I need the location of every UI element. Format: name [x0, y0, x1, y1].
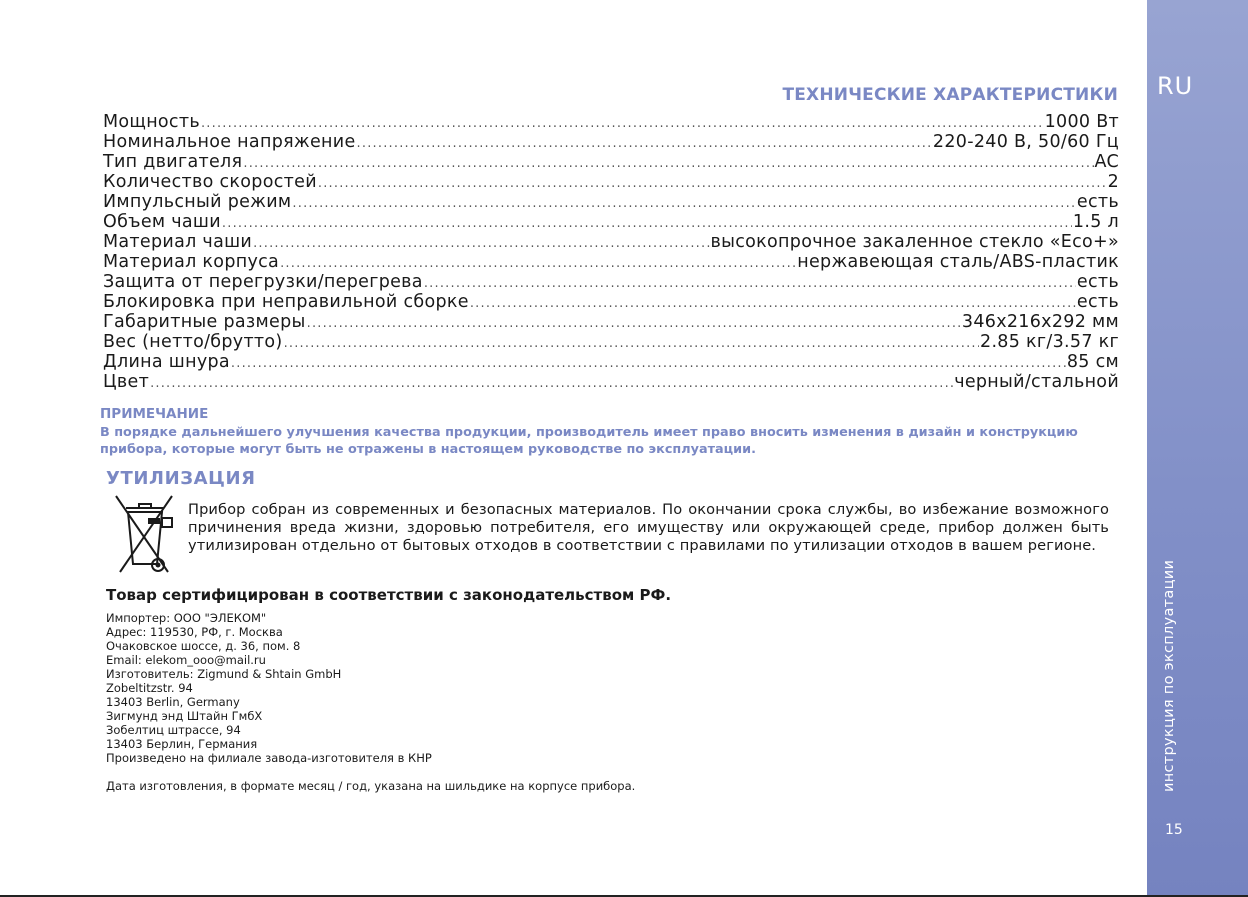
spec-row	[103, 352, 1119, 372]
leader-dots	[222, 216, 1072, 231]
info-line: Email: elekom_ooo@mail.ru	[106, 653, 266, 667]
manual-vertical-title: инструкция по эксплуатации	[1161, 559, 1177, 792]
leader-dots	[284, 336, 979, 351]
leader-dots	[357, 136, 932, 151]
info-line: Адрес: 119530, РФ, г. Москва	[106, 625, 283, 639]
info-line: 13403 Берлин, Германия	[106, 737, 258, 751]
leader-dots	[243, 156, 1093, 171]
spec-row	[103, 332, 1119, 352]
spec-value: 1000 Вт	[1044, 112, 1119, 132]
language-label: RU	[1157, 72, 1194, 100]
spec-label: Объем чаши	[103, 212, 221, 232]
info-line: Зигмунд энд Штайн ГмбХ	[106, 709, 263, 723]
utilization-title: УТИЛИЗАЦИЯ	[106, 468, 256, 489]
spec-row	[103, 172, 1119, 192]
spec-value: черный/стальной	[954, 372, 1119, 392]
spec-label: Мощность	[103, 112, 200, 132]
spec-label: Материал корпуса	[103, 252, 280, 272]
spec-row	[103, 192, 1119, 212]
spec-row	[103, 272, 1119, 292]
spec-value: есть	[1076, 272, 1119, 292]
spec-row	[103, 212, 1119, 232]
info-line: Импортер: ООО "ЭЛЕКОМ"	[106, 611, 267, 625]
spec-label: Тип двигателя	[103, 152, 243, 172]
specs-title: ТЕХНИЧЕСКИЕ ХАРАКТЕРИСТИКИ	[782, 85, 1118, 105]
spec-label: Блокировка при неправильной сборке	[103, 292, 469, 312]
info-line: Зобелтиц штрассе, 94	[106, 723, 241, 737]
specs-list	[103, 112, 1119, 392]
utilization-text: Прибор собран из современных и безопасных материалов. По окончании срока службы, во избежание возможного причинения вреда жизни, здоровью потребителя, его имуществу или окружающей среде, прибор должен быть утилизирован отдельно от бытовых отходов в соответствии с правилами по утилизации отходов в вашем регионе.	[188, 501, 1109, 554]
spec-label: Габаритные размеры	[103, 312, 306, 332]
certification-statement: Товар сертифицирован в соответствии с законодательством РФ.	[106, 586, 672, 604]
spec-row	[103, 312, 1119, 332]
spec-row	[103, 152, 1119, 172]
leader-dots	[424, 276, 1076, 291]
leader-dots	[253, 236, 709, 251]
info-line: Изготовитель: Zigmund & Shtain GmbH	[106, 667, 342, 681]
sidebar	[1147, 0, 1248, 895]
leader-dots	[318, 176, 1107, 191]
leader-dots	[280, 256, 796, 271]
importer-info	[106, 611, 432, 765]
page-number: 15	[1165, 822, 1183, 838]
spec-value: есть	[1076, 192, 1119, 212]
spec-label: Вес (нетто/брутто)	[103, 332, 283, 352]
leader-dots	[307, 316, 961, 331]
spec-label: Защита от перегрузки/перегрева	[103, 272, 423, 292]
leader-dots	[231, 356, 1066, 371]
spec-value: 220-240 В, 50/60 Гц	[932, 132, 1119, 152]
spec-label: Цвет	[103, 372, 150, 392]
spec-value: 1.5 л	[1072, 212, 1119, 232]
leader-dots	[201, 116, 1044, 131]
crossed-bin-icon	[112, 494, 176, 578]
note-text: В порядке дальнейшего улучшения качества продукции, производитель имеет право вносить изменения в дизайн и конструкцию прибора, которые могут быть не отражены в настоящем руководстве по эксплуатации.	[100, 425, 1078, 457]
info-line: 13403 Berlin, Germany	[106, 695, 240, 709]
spec-value: 2.85 кг/3.57 кг	[980, 332, 1119, 352]
spec-value: 346x216x292 мм	[961, 312, 1119, 332]
info-line: Очаковское шоссе, д. 36, пом. 8	[106, 639, 301, 653]
spec-row	[103, 112, 1119, 132]
spec-value: 2	[1107, 172, 1119, 192]
spec-row	[103, 372, 1119, 392]
info-line: Zobeltitzstr. 94	[106, 681, 193, 695]
spec-label: Материал чаши	[103, 232, 253, 252]
manufacture-date-note: Дата изготовления, в формате месяц / год, указана на шильдике на корпусе прибора.	[106, 779, 636, 793]
leader-dots	[150, 376, 953, 391]
note-title: ПРИМЕЧАНИЕ	[100, 406, 209, 422]
spec-value: AC	[1094, 152, 1119, 172]
spec-label: Импульсный режим	[103, 192, 292, 212]
leader-dots	[292, 196, 1075, 211]
spec-row	[103, 132, 1119, 152]
spec-value: 85 см	[1066, 352, 1119, 372]
spec-label: Количество скоростей	[103, 172, 317, 192]
spec-value: высокопрочное закаленное стекло «Eco+»	[710, 232, 1119, 252]
spec-value: есть	[1076, 292, 1119, 312]
spec-row	[103, 232, 1119, 252]
info-line: Произведено на филиале завода-изготовителя в КНР	[106, 751, 432, 765]
spec-value: нержавеющая сталь/ABS-пластик	[797, 252, 1119, 272]
spec-label: Длина шнура	[103, 352, 230, 372]
spec-label: Номинальное напряжение	[103, 132, 356, 152]
spec-row	[103, 252, 1119, 272]
spec-row	[103, 292, 1119, 312]
leader-dots	[470, 296, 1076, 311]
